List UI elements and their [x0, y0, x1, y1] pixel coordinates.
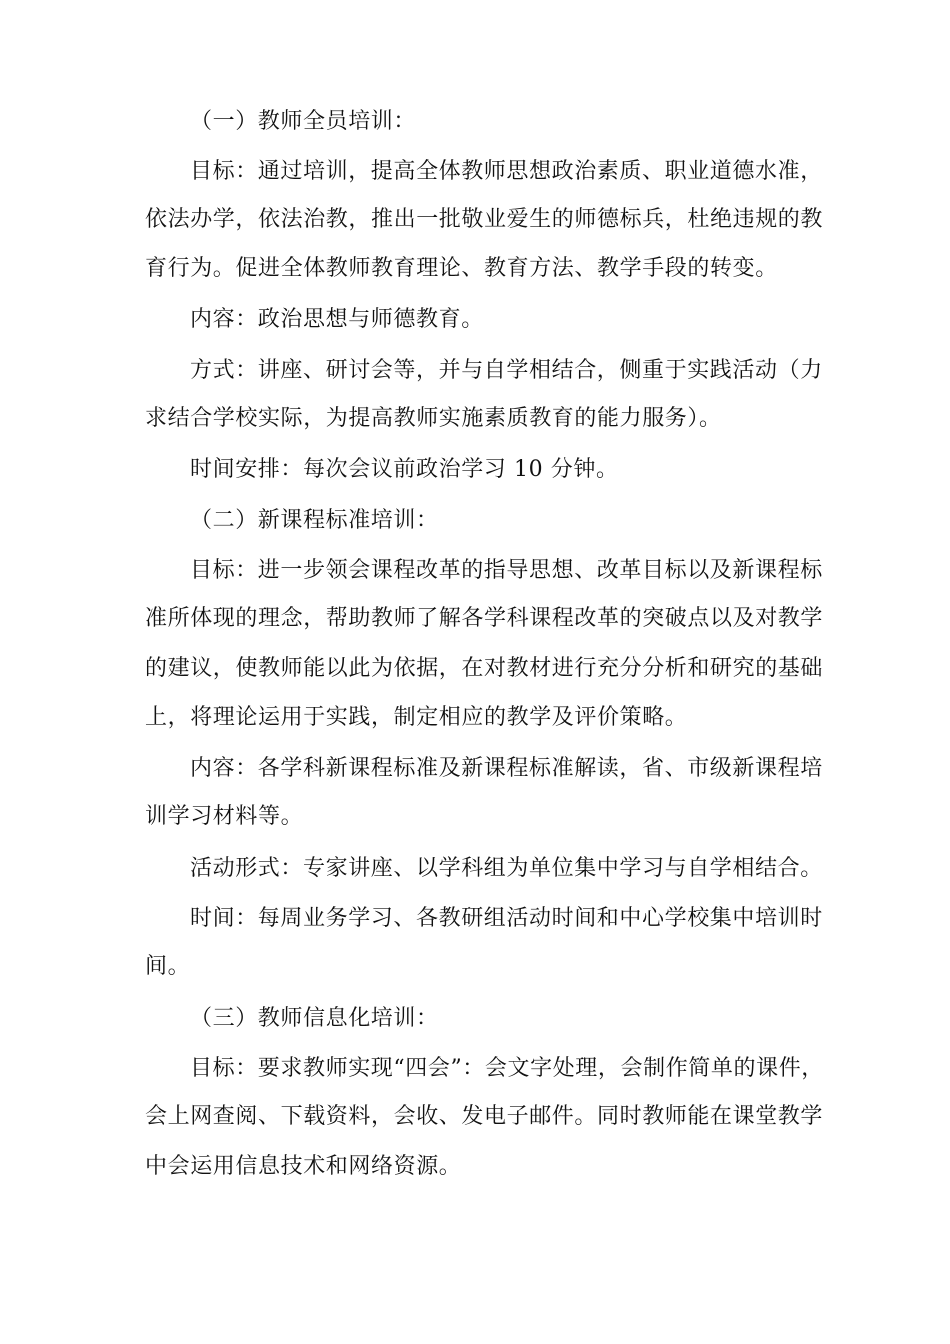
paragraph-line: 的建议，使教师能以此为依据，在对教材进行充分分析和研究的基础 — [145, 656, 824, 681]
paragraph-line: 训学习材料等。 — [145, 804, 304, 829]
paragraph-line: 方式：讲座、研讨会等，并与自学相结合，侧重于实践活动（力 — [190, 358, 823, 383]
paragraph-line: 活动形式：专家讲座、以学科组为单位集中学习与自学相结合。 — [190, 856, 823, 881]
paragraph-line: 求结合学校实际，为提高教师实施素质教育的能力服务）。 — [145, 406, 722, 431]
paragraph-line: 会上网查阅、下载资料，会收、发电子邮件。同时教师能在课堂教学 — [145, 1104, 824, 1129]
paragraph-line: 目标：进一步领会课程改革的指导思想、改革目标以及新课程标 — [190, 558, 823, 583]
paragraph-line: 上，将理论运用于实践，制定相应的教学及评价策略。 — [145, 705, 688, 730]
paragraph-line: 准所体现的理念，帮助教师了解各学科课程改革的突破点以及对教学 — [145, 606, 824, 631]
paragraph-line: 中会运用信息技术和网络资源。 — [145, 1154, 462, 1179]
paragraph-line: 时间：每周业务学习、各教研组活动时间和中心学校集中培训时 — [190, 906, 823, 931]
paragraph-line: 依法办学，依法治教，推出一批敬业爱生的师德标兵，杜绝违规的教 — [145, 207, 824, 232]
section-heading-1: （一）教师全员培训： — [190, 109, 417, 134]
section-heading-3: （三）教师信息化培训： — [190, 1006, 439, 1031]
paragraph-line: 时间安排：每次会议前政治学习 10 分钟。 — [190, 457, 619, 482]
paragraph-line: 间。 — [145, 954, 191, 979]
paragraph-line: 育行为。促进全体教师教育理论、教育方法、教学手段的转变。 — [145, 256, 778, 281]
paragraph-line: 目标：要求教师实现“四会”：会文字处理，会制作简单的课件， — [190, 1056, 824, 1081]
section-heading-2: （二）新课程标准培训： — [190, 508, 439, 533]
paragraph-line: 内容：各学科新课程标准及新课程标准解读，省、市级新课程培 — [190, 756, 823, 781]
paragraph-line: 内容：政治思想与师德教育。 — [190, 307, 484, 332]
paragraph-line: 目标：通过培训，提高全体教师思想政治素质、职业道德水准， — [190, 159, 823, 184]
